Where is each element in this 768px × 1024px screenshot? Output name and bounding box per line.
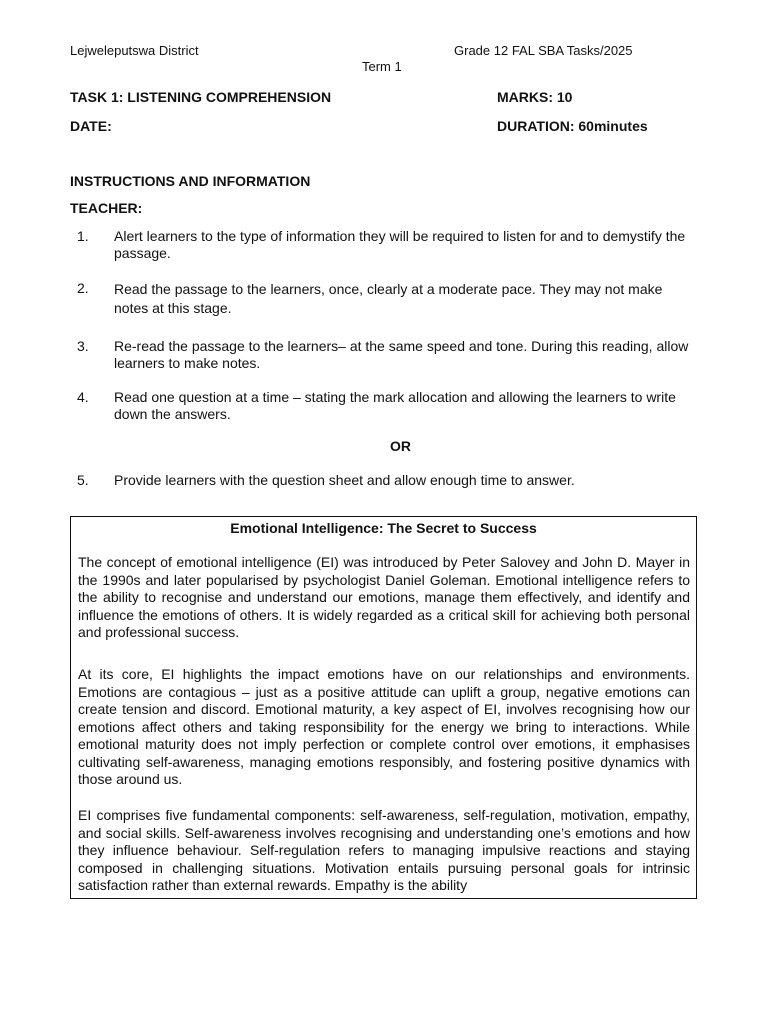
instructions-heading: INSTRUCTIONS AND INFORMATION <box>70 173 311 189</box>
passage-title: Emotional Intelligence: The Secret to Success <box>230 520 537 536</box>
passage-box <box>70 516 697 899</box>
passage-paragraph: The concept of emotional intelligence (EI) was introduced by Peter Salovey and John D. Mayer in the 1990s and later popularised by psychologist Daniel Goleman. Emotional intelligence refers to the ability to recognise and understand our emotions, manage them effectively, and identify and influence the emotions of others. It is widely regarded as a critical skill for achieving both personal and professional success. <box>78 554 690 640</box>
list-item-number: 4. <box>77 389 89 405</box>
teacher-heading: TEACHER: <box>70 200 143 216</box>
list-item-text: Read the passage to the learners, once, clearly at a moderate pace. They may not make notes at this stage. <box>114 281 663 316</box>
list-item-text: Read one question at a time – stating the mark allocation and allowing the learners to write down the answers. <box>114 389 676 422</box>
marks-label: MARKS: 10 <box>497 89 573 105</box>
task-title: TASK 1: LISTENING COMPREHENSION <box>70 89 332 105</box>
term-label: Term 1 <box>362 59 402 74</box>
list-item-text: Re-read the passage to the learners– at the same speed and tone. During this reading, allow learners to make notes. <box>114 338 689 371</box>
list-item-text: Provide learners with the question sheet and allow enough time to answer. <box>114 472 575 488</box>
list-item-number: 1. <box>77 228 89 244</box>
list-item-number: 2. <box>77 280 89 296</box>
district-name: Lejweleputswa District <box>70 43 199 58</box>
grade-label: Grade 12 FAL SBA Tasks/2025 <box>454 43 633 58</box>
duration-label: DURATION: 60minutes <box>497 118 648 134</box>
list-item-number: 3. <box>77 338 89 354</box>
passage-paragraph: At its core, EI highlights the impact emotions have on our relationships and environments. Emotions are contagious – just as a positive attitude can uplift a group, negative emotions can create tension and discord. Emotional maturity, a key aspect of EI, involves recognising how our emotions affect others and taking responsibility for the energy we bring to interactions. While emotional maturity does not imply perfection or complete control over emotions, it emphasises cultivating self-awareness, managing emotions responsibly, and fostering positive dynamics with those around us. <box>78 666 690 787</box>
list-item-text: Alert learners to the type of information they will be required to listen for and to demystify the passage. <box>114 228 686 261</box>
date-label: DATE: <box>70 118 112 134</box>
passage-paragraph: EI comprises five fundamental components: self-awareness, self-regulation, motivation, empathy, and social skills. Self-awareness involves recognising and understanding one’s emotions and how they influence behaviour. Self-regulation refers to managing impulsive reactions and staying composed in challenging situations. Motivation entails pursuing personal goals for intrinsic satisfaction rather than external rewards. Empathy is the ability <box>78 807 690 893</box>
list-item-number: 5. <box>77 472 89 488</box>
or-separator: OR <box>390 438 411 454</box>
